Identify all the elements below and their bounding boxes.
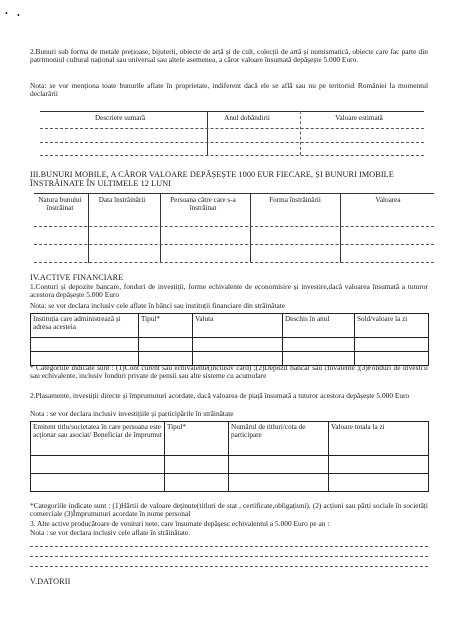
section3-heading: III.BUNURI MOBILE, A CĂROR VALOARE DEPĂȘEȘTE 1000 EUR FIECARE, ȘI BUNURI IMOBILE ÎNSTRĂINATE ÎN ULTIMELE 12 LUNI (30, 170, 394, 188)
col-issuer: Emitent titlu/societatea în care persoana este acționar sau asociat/ Beneficiar de împrumut (31, 422, 165, 456)
table-rule (40, 111, 424, 112)
scan-mark: • (17, 11, 20, 20)
fill-line (30, 566, 428, 567)
fill-line (30, 556, 428, 557)
section4-categories-2: *Categoriile indicate sunt : (1)Hârtii de valoare deținute(titluri de stat , certificate,obligațiuni). (2) acțiuni sau părți sociale în societăți comerciale (3)Împrumuturi acordate în nume personal (30, 501, 428, 519)
table-cell (139, 338, 193, 352)
table-cell (31, 456, 165, 474)
bank-accounts-table (30, 313, 429, 366)
section4-paragraph-3: 3. Alte active producătoare de venituri nete, care însumate depășesc echivalentul a 5.000 Euro pe an : (30, 519, 330, 528)
table-rule (300, 111, 301, 155)
table-rule (40, 155, 424, 156)
table-cell (355, 338, 429, 352)
table-rule (34, 244, 434, 245)
section2-paragraph: 2.Bunuri sub forma de metale prețioase, bijuterii, obiecte de artă și de cult, colecții de artă și numismatică, obiecte care fac parte din patrimoniul cultural național sau universal sau altele asemenea, a căror valoare însumată depășește 5.000 Euro. (30, 47, 428, 65)
col-balance: Sold/valoare la zi (355, 314, 429, 338)
col-type: Tipul* (139, 314, 193, 338)
table-rule (250, 193, 251, 263)
section4-note-1: Nota: se vor declara inclusiv cele aflate în bănci sau instituții financiare din străinătate (30, 301, 286, 310)
table-rule (40, 128, 424, 129)
table-cell (329, 474, 429, 492)
table-rule (34, 262, 434, 263)
table-cell (31, 474, 165, 492)
table-cell (329, 456, 429, 474)
col-asset-type: Natura bunului înstrăinat (38, 196, 82, 212)
table-rule (34, 226, 434, 227)
col-currency: Valuta (193, 314, 283, 338)
table-cell (283, 338, 355, 352)
section4-note-2: Nota : se vor declara inclusiv investițiile și participările în străinătate (30, 409, 234, 418)
section2-note: Nota: se vor menționa toate bunurile aflate în proprietate, indiferent dacă ele se află sau nu pe teritoriul României la momentul declarării (30, 81, 428, 99)
col-shares: Numărul de titluri/cota de participare (229, 422, 329, 456)
scan-mark: • (5, 9, 8, 18)
col-type: Tipul* (165, 422, 229, 456)
table-rule (88, 193, 89, 263)
sold-assets-table (34, 195, 434, 213)
col-description: Descriere sumară (94, 114, 146, 122)
table-cell (229, 456, 329, 474)
table-cell (31, 338, 139, 352)
col-buyer: Persoana către care s-a înstrăinat (170, 196, 236, 212)
section4-paragraph-1: 1.Conturi și depozite bancare, fonduri de investiții, forme echivalente de economisire și investire,dacă valoarea însumată a tuturor acestora depășește 5.000 Euro (30, 282, 428, 300)
section4-categories-1: * Categoriile indicate sunt : (1)Cont curent sau echivalente(inclusiv card) ;(2)Depozit bancar sau chivalente ;(3)Fonduri de investi'ii sau echivalente, inclusiv fonduri private de pensii sau alte sisteme cu acumulare (30, 363, 428, 381)
table-cell (165, 474, 229, 492)
table-cell (165, 456, 229, 474)
table-cell (193, 338, 283, 352)
fill-line (30, 546, 428, 547)
valuables-table (40, 113, 424, 123)
table-rule (340, 193, 341, 263)
table-rule (160, 193, 161, 263)
section4-note-3: Nota : se vor declara inclusiv cele aflate în străinătate. (30, 528, 191, 537)
col-total-value: Valoare totala la zi (329, 422, 429, 456)
col-year-acquired: Anul dobândirii (224, 114, 270, 122)
col-sale-form: Forma înstrăinării (269, 196, 321, 204)
col-institution: Instituția care administrează și adresa acesteia (31, 314, 139, 338)
table-rule (34, 193, 434, 194)
col-estimated-value: Valoare estimată (335, 114, 383, 122)
col-value: Valoarea (375, 196, 401, 204)
table-cell (229, 474, 329, 492)
investments-table (30, 421, 429, 492)
section4-heading: IV.ACTIVE FINANCIARE (30, 273, 124, 282)
table-rule (40, 142, 424, 143)
section5-heading: V.DATORII (30, 577, 71, 586)
col-opened-year: Deschis în anul (283, 314, 355, 338)
col-sale-date: Data înstrăinării (98, 196, 146, 204)
table-rule (207, 111, 208, 155)
section4-paragraph-2: 2.Plasamente, investiții directe și împrumuturi acordate, dacă valoarea de piață însumată a tuturor acestora depășește 5.000 Euro (30, 391, 410, 400)
